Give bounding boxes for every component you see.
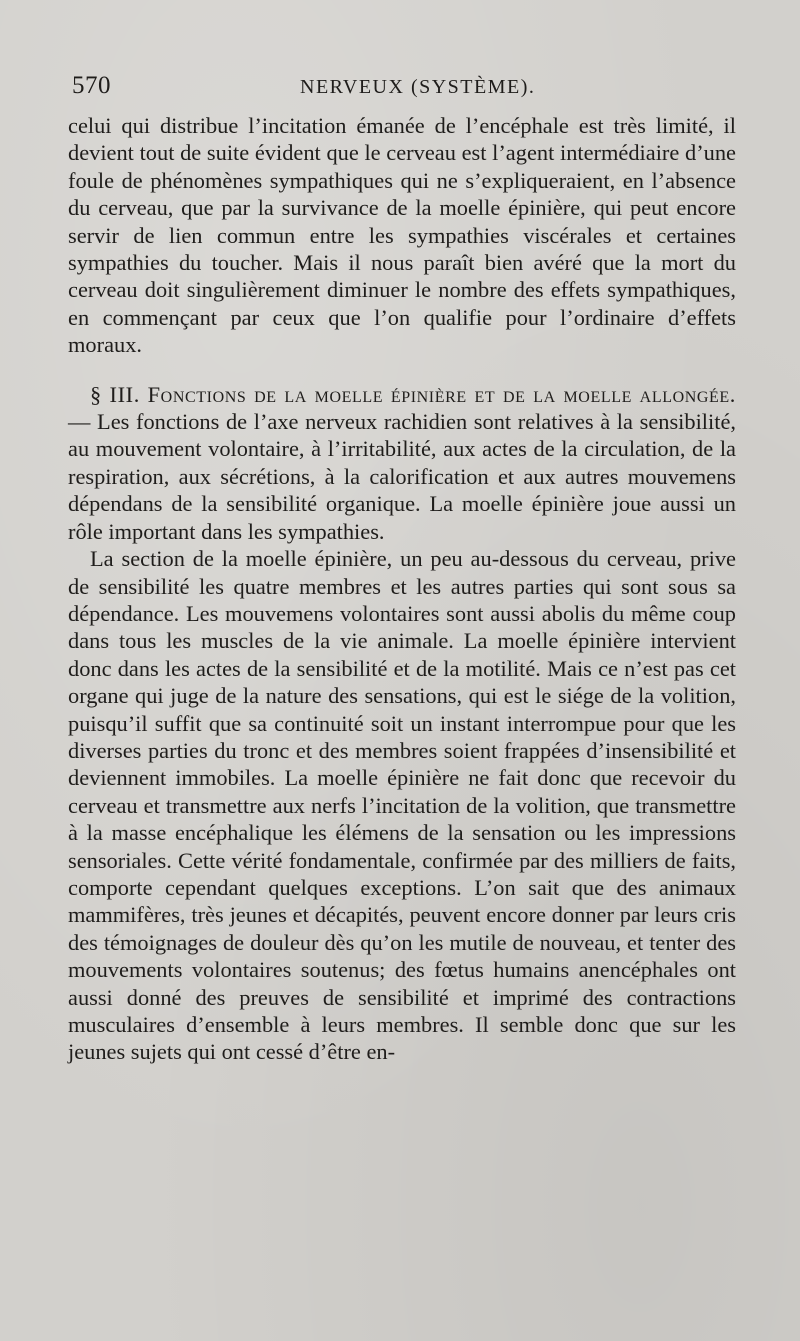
running-head: NERVEUX (SYSTÈME). (300, 76, 536, 98)
paragraph-2-text: — Les fonctions de l’axe nerveux rachidien sont relatives à la sensibilité, au mouvement volontaire, à l’irritabilité, aux actes de la circulation, de la respiration, aux sécrétions, à la calorification et aux autres mouvemens dépendans de la sensibilité organique. La moelle épinière joue aussi un rôle important dans les sympathies. (68, 409, 736, 544)
page-header (72, 72, 732, 106)
paragraph-3: La section de la moelle épinière, un peu au-dessous du cerveau, prive de sensibilité les quatre membres et les autres parties qui sont sous sa dépendance. Les mouvemens volontaires sont aussi abolis du même coup dans tous les muscles de la vie animale. La moelle épinière intervient donc dans les actes de la sensibilité et de la motilité. Mais ce n’est pas cet organe qui juge de la nature des sensations, qui est le siége de la volition, puisqu’il suffit que sa continuité soit un instant interrompue pour que les diverses parties du tronc et des membres soient frappées d’insensibilité et deviennent immobiles. La moelle épinière ne fait donc que recevoir du cerveau et transmettre aux nerfs l’incitation de la volition, que transmettre à la masse encéphalique les élémens de la sensation ou les impressions sensoriales. Cette vérité fondamentale, confirmée par des milliers de faits, comporte cependant quelques exceptions. L’on sait que des animaux mammifères, très jeunes et décapités, peuvent encore donner par leurs cris des témoignages de douleur dès qu’on les mutile de nouveau, et tenter des mouvements volontaires soutenus; des fœtus humains anencéphales ont aussi donné des preuves de sensibilité et imprimé des contractions musculaires d’ensemble à leurs membres. Il semble donc que sur les jeunes sujets qui ont cessé d’être en- (68, 546, 736, 1065)
page-number: 570 (72, 72, 111, 99)
paragraph-1: celui qui distribue l’incitation émanée de l’encéphale est très limité, il devient tout de suite évident que le cerveau est l’agent intermédiaire d’une foule de phénomènes sympathiques qui ne s’expliqueraient, en l’absence du cerveau, que par la survivance de la moelle épinière, qui peut encore servir de lien commun entre les sympathies viscérales et certaines sympathies du toucher. Mais il nous paraît bien avéré que la mort du cerveau doit singulièrement diminuer le nombre des effets sympathiques, en commençant par ceux que l’on qualifie pour l’ordinaire d’effets moraux. (68, 113, 736, 358)
paragraph-2 (68, 381, 736, 545)
section-heading: § III. Fonctions de la moelle épinière et de la moelle allongée. (90, 381, 736, 407)
body-text (68, 112, 736, 1066)
